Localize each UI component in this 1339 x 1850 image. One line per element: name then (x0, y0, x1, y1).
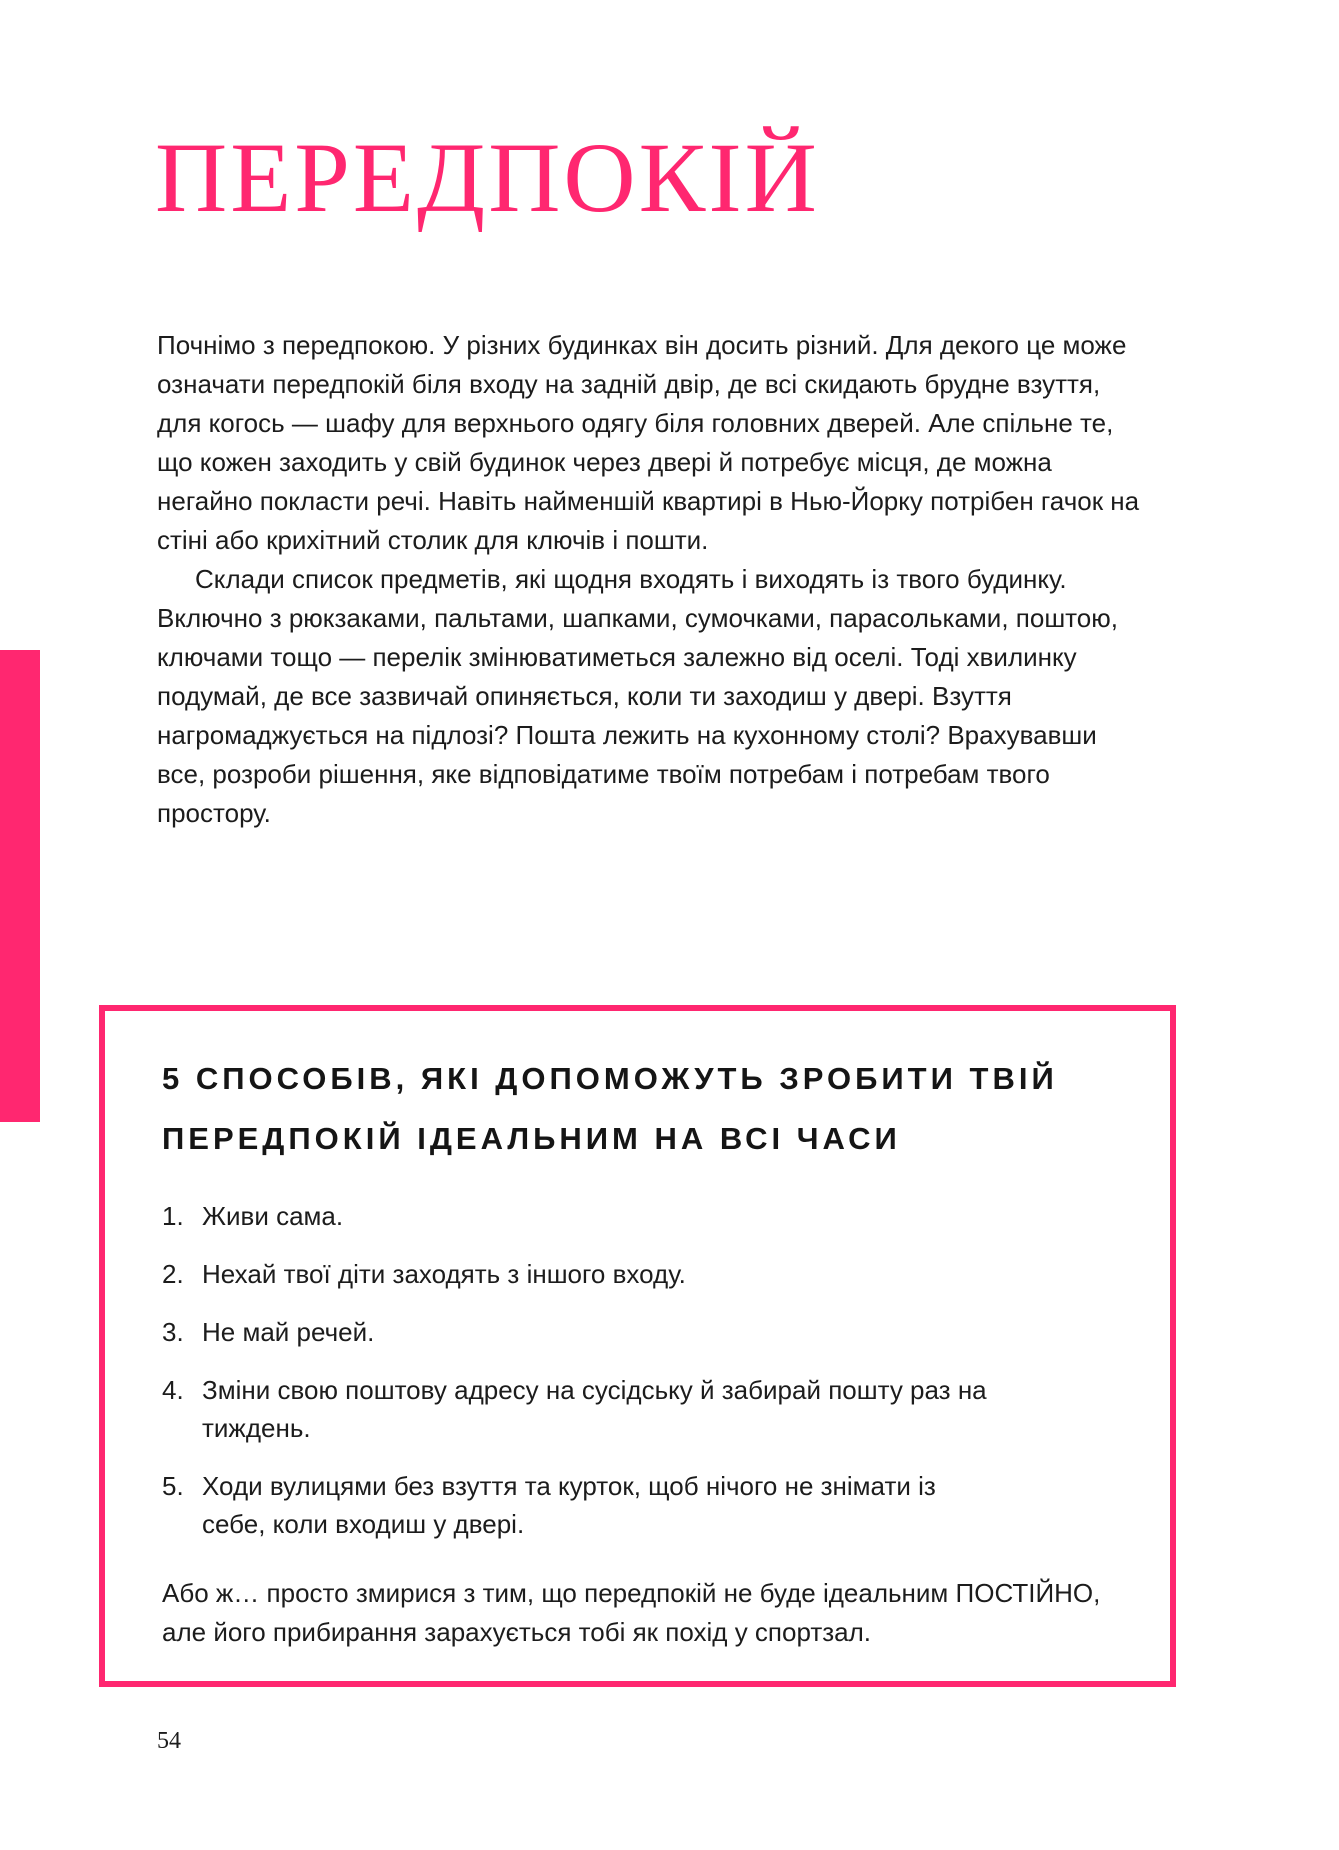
list-item (162, 1255, 1122, 1293)
tip-list (162, 1197, 1122, 1563)
list-item-number: 5. (162, 1471, 184, 1501)
tip-box-outro: Або ж… просто змирися з тим, що передпокій не буде ідеальним ПОСТІЙНО, але його прибирання зарахується тобі як похід у спортзал. (162, 1578, 1101, 1647)
tip-box-title: 5 СПОСОБІВ, ЯКІ ДОПОМОЖУТЬ ЗРОБИТИ ТВІЙ ПЕРЕДПОКІЙ ІДЕАЛЬНИМ НА ВСІ ЧАСИ (162, 1061, 1058, 1156)
list-item (162, 1197, 1122, 1235)
list-item-text: Ходи вулицями без взуття та курток, щоб нічого не знімати із себе, коли входиш у двері. (202, 1471, 936, 1539)
list-item-number: 4. (162, 1375, 184, 1405)
list-item (162, 1313, 1122, 1351)
intro-paragraph: Склади список предметів, які щодня входять і виходять із твого будинку. Включно з рюкзаками, пальтами, шапками, сумочками, парасольками, поштою, ключами тощо — перелік змінюватиметься залежно від оселі. Тоді хвилинку подумай, де все зазвичай опиняється, коли ти заходиш у двері. Взуття нагромаджується на підлозі? Пошта лежить на кухонному столі? Врахувавши все, розроби рішення, яке відповідатиме твоїм потребам і потребам твого простору. (157, 564, 1118, 828)
list-item-number: 2. (162, 1259, 184, 1289)
page-title: ПЕРЕДПОКІЙ (155, 122, 820, 233)
list-item (162, 1467, 1122, 1543)
list-item-text: Нехай твої діти заходять з іншого входу. (202, 1259, 686, 1289)
list-item-number: 3. (162, 1317, 184, 1347)
intro-text (157, 326, 1147, 833)
list-item-number: 1. (162, 1201, 184, 1231)
list-item (162, 1371, 1122, 1447)
tip-box (99, 1005, 1176, 1687)
list-item-text: Живи сама. (202, 1201, 344, 1231)
intro-paragraph: Почнімо з передпокою. У різних будинках він досить різний. Для декого це може означати передпокій біля входу на задній двір, де всі скидають брудне взуття, для когось — шафу для верхнього одягу біля головних дверей. Але спільне те, що кожен заходить у свій будинок через двері й потребує місця, де можна негайно покласти речі. Навіть найменшій квартирі в Нью-Йорку потрібен гачок на стіні або крихітний столик для ключів і пошти. (157, 330, 1140, 555)
list-item-text: Зміни свою поштову адресу на сусідську й забирай пошту раз на тиждень. (202, 1375, 987, 1443)
list-item-text: Не май речей. (202, 1317, 375, 1347)
page-number: 54 (157, 1728, 181, 1754)
side-accent-bar (0, 650, 40, 1122)
